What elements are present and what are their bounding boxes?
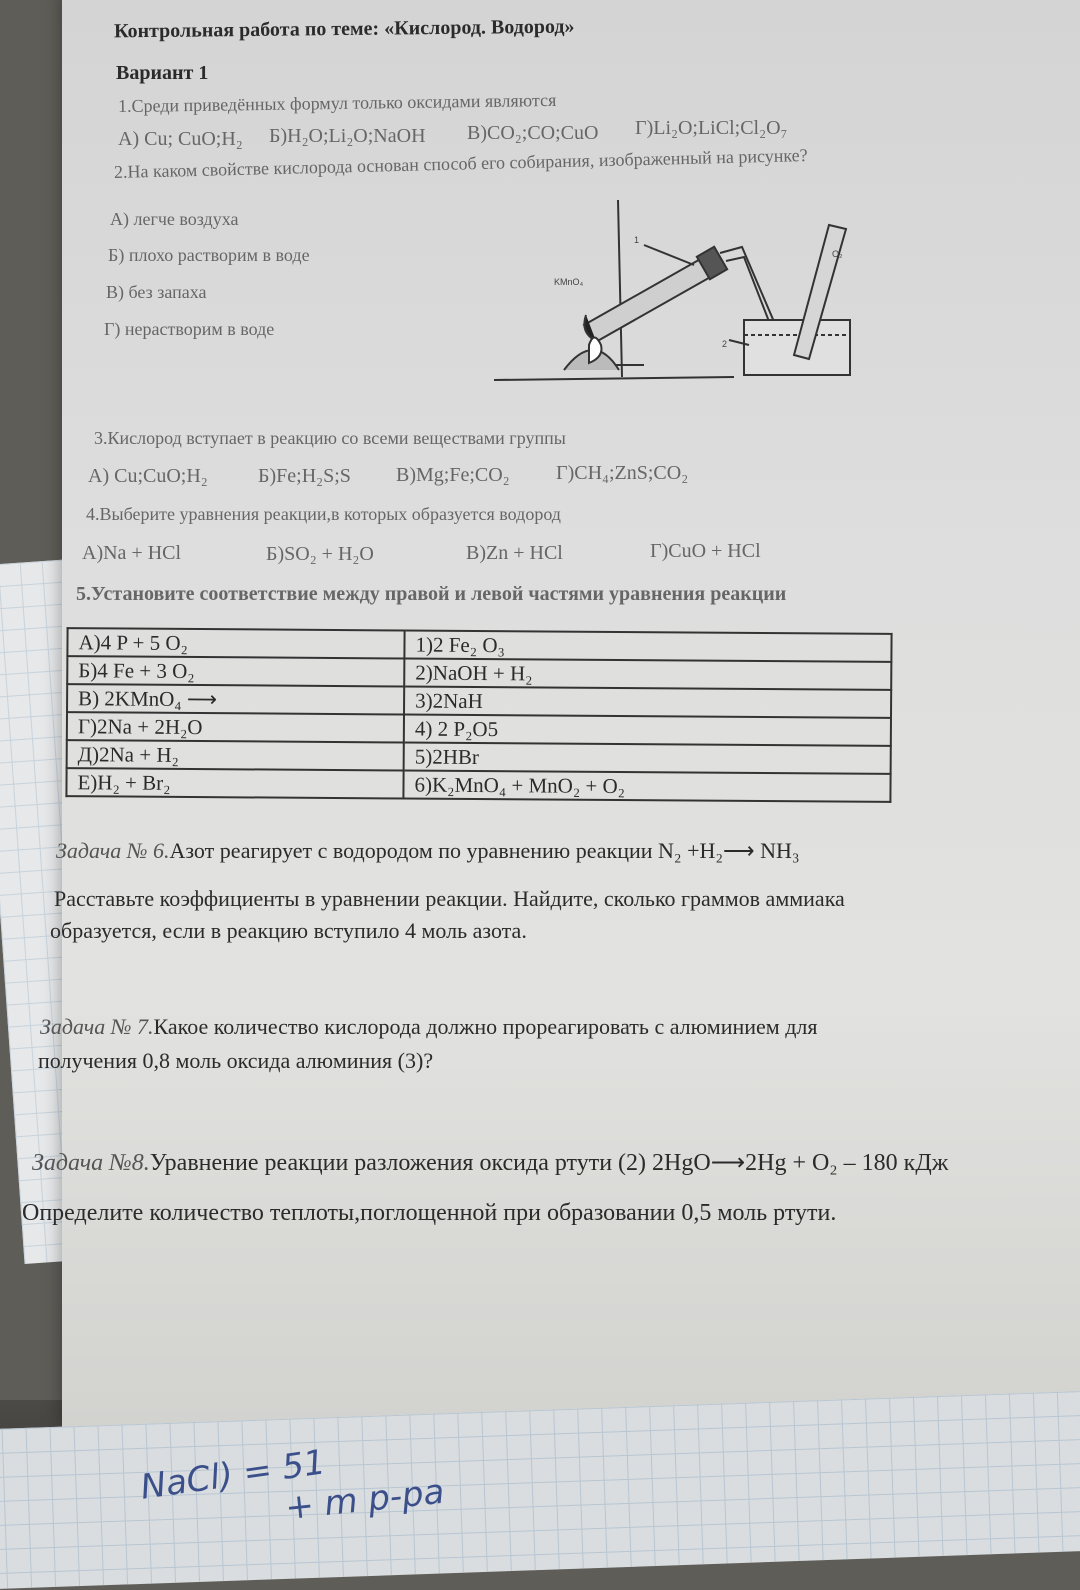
figure-label-o2: O₂	[832, 249, 843, 259]
task-7-line-1	[40, 1014, 818, 1040]
task-8-line-1	[32, 1148, 948, 1177]
question-3-option-c: В)Mg;Fe;CO₂	[396, 464, 510, 486]
table-cell-left: Д)2Na + H₂	[67, 740, 404, 770]
task-6-label: Задача № 6.	[56, 838, 170, 863]
task-6-line-1	[56, 838, 800, 864]
table-cell-right: 3)2NaH	[404, 686, 891, 717]
figure-label-2: 2	[722, 339, 728, 349]
handwritten-note-1: NaCl) = 51	[138, 1442, 328, 1508]
question-2-option-c: В) без запаха	[106, 282, 207, 302]
figure-label-kmno4: KMnO₄	[554, 277, 584, 287]
task-6-line-2: Расставьте коэффициенты в уравнении реакции. Найдите, сколько граммов аммиака	[54, 886, 845, 911]
page-title: Контрольная работа по теме: «Кислород. Водород»	[113, 15, 575, 43]
task-8-label: Задача №8.	[32, 1150, 150, 1176]
question-4-option-b: Б)SO₂ + H₂O	[266, 543, 374, 565]
table-cell-left: В) 2KMnO₄ ⟶	[67, 684, 404, 714]
table-cell-right: 6)K₂MnO₄ + MnO₂ + O₂	[403, 770, 890, 801]
question-1-option-b: Б)H₂O;Li₂O;NaOH	[269, 125, 426, 147]
variant-label: Вариант 1	[116, 62, 209, 84]
question-1-option-a: А) Cu; CuO;H₂	[118, 128, 243, 150]
question-4-option-d: Г)CuO + HCl	[650, 540, 761, 562]
question-1-text: 1.Среди приведённых формул только оксидами являются	[117, 89, 557, 117]
task-7-text: Какое количество кислорода должно прореагировать с алюминием для	[153, 1014, 818, 1039]
question-3-option-a: А) Cu;CuO;H₂	[88, 465, 208, 487]
task-6-line-3: образуется, если в реакцию вступило 4 моль азота.	[50, 918, 527, 943]
handwritten-note-2: + m р-ра	[283, 1471, 447, 1529]
table-cell-right: 4) 2 P₂O5	[404, 714, 891, 745]
question-4-option-c: В)Zn + HCl	[466, 542, 563, 564]
task-7-label: Задача № 7.	[40, 1014, 154, 1039]
table-cell-left: А)4 P + 5 O₂	[67, 628, 404, 658]
question-3-text: 3.Кислород вступает в реакцию со всеми веществами группы	[94, 428, 566, 448]
table-cell-left: Б)4 Fe + 3 O₂	[67, 656, 404, 686]
test-paper	[22, 0, 1080, 1428]
table-row	[66, 768, 890, 802]
question-1-option-c: В)CO₂;CO;CuO	[467, 122, 599, 144]
question-4-text: 4.Выберите уравнения реакции,в которых образуется водород	[86, 504, 561, 524]
question-2-option-a: А) легче воздуха	[110, 209, 239, 229]
question-5-text: 5.Установите соответствие между правой и левой частями уравнения реакции	[76, 583, 787, 605]
question-1-option-d: Г)Li₂O;LiCl;Cl₂O₇	[635, 117, 788, 139]
question-3-option-b: Б)Fe;H₂S;S	[258, 465, 351, 487]
table-cell-right: 5)2HBr	[404, 742, 891, 773]
table-cell-right: 1)2 Fe₂ O₃	[404, 630, 891, 661]
task-6-text: Азот реагирует с водородом по уравнению реакции N₂ +H₂⟶ NH₃	[169, 838, 800, 863]
table-cell-left: Е)H₂ + Br₂	[66, 768, 403, 798]
question-2-text: 2.На каком свойстве кислорода основан способ его собирания, изображенный на рисунке?	[113, 145, 808, 182]
gas-collection-figure	[494, 195, 854, 390]
task-7-line-2: получения 0,8 моль оксида алюминия (3)?	[38, 1048, 434, 1073]
task-8-line-2: Определите количество теплоты,поглощенной при образовании 0,5 моль ртути.	[22, 1200, 837, 1226]
table-cell-left: Г)2Na + 2H₂O	[67, 712, 404, 742]
table-cell-right: 2)NaOH + H₂	[404, 658, 891, 689]
question-3-option-d: Г)CH₄;ZnS;CO₂	[556, 462, 689, 484]
task-8-text: Уравнение реакции разложения оксида ртути (2) 2HgO⟶2Hg + O₂ – 180 кДж	[149, 1150, 949, 1176]
figure-label-1: 1	[634, 235, 640, 245]
question-2-option-b: Б) плохо растворим в воде	[108, 245, 310, 265]
question-2-option-d: Г) нерастворим в воде	[104, 319, 275, 339]
question-4-option-a: А)Na + HCl	[82, 542, 182, 564]
matching-table	[65, 627, 892, 803]
